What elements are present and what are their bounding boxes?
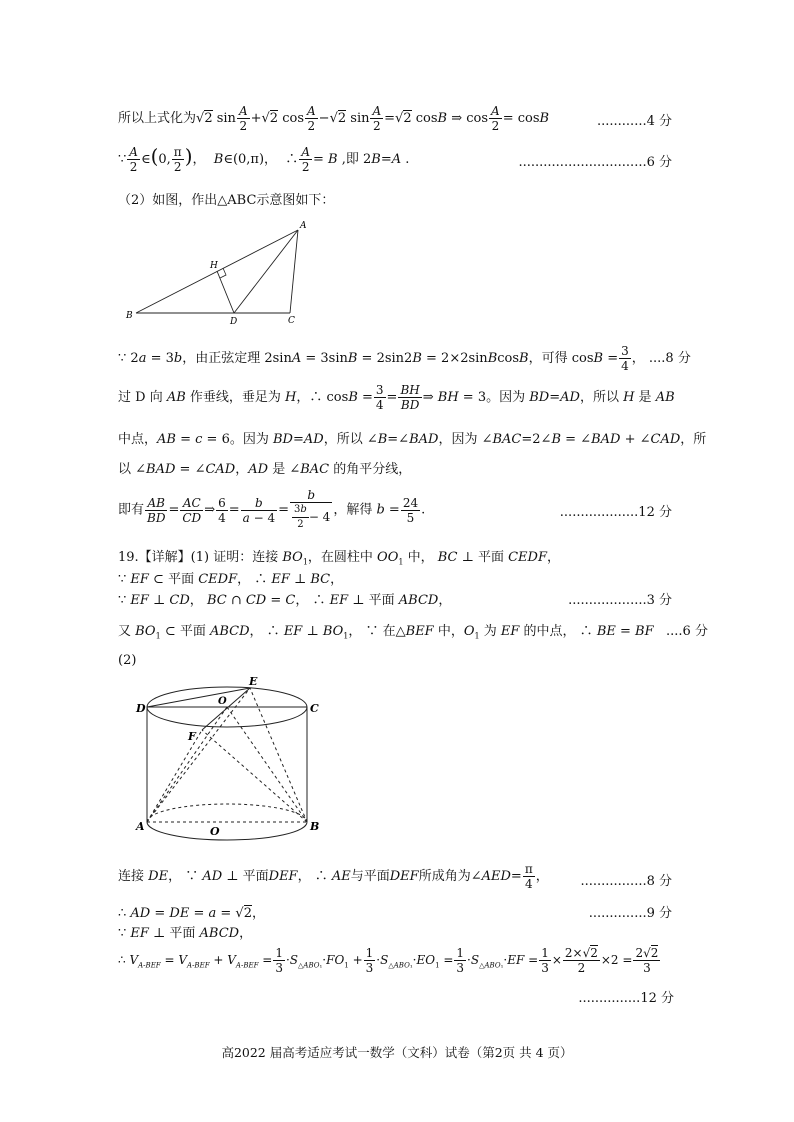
line-14: 连接 DE， ∵ AD ⊥ 平面DEF， ∴ AE与平面DEF所成角为∠AED= $\frac{\pi}{4}$ ， — [118, 862, 549, 891]
line-1-score: ............4 分 — [597, 114, 672, 129]
label-o: O — [210, 825, 220, 838]
line-15-score: ..............9 分 — [588, 906, 672, 921]
label-a: A — [136, 820, 145, 833]
line-5: 过 D 向 AB 作垂线，垂足为 H，∴ cosB = $\frac{3}{4}$ = $\frac{BH}{BD}$ ⇒ BH = 3。因为 BD=AD，所以 H 是 AB — [118, 383, 675, 412]
label-h: H — [210, 261, 218, 271]
label-f: F — [188, 730, 196, 743]
line-3: （2）如图，作出△ABC示意图如下： — [118, 193, 335, 208]
line-4: ∵ 2a = 3b，由正弦定理 2sinA = 3sinB = 2sin2B = 2×2sinBcosB，可得 cosB = $\frac{3}{4}$ ， ....8 分 — [118, 344, 691, 373]
line-2: ∵ $\frac{A}{2}$ ∈(0, $\frac{\pi}{2}$ )， B∈(0,π)， ∴ $\frac{A}{2}$ = B ,即 2B=A . — [118, 144, 410, 174]
line-11-score: ...................3 分 — [568, 593, 672, 608]
line-7: 以 ∠BAD = ∠CAD，AD 是 ∠BAC 的角平分线， — [118, 462, 412, 477]
line-10: ∵ EF ⊂ 平面 CEDF， ∴ EF ⊥ BC， — [118, 572, 344, 587]
line-11: ∵ EF ⊥ CD， BC ∩ CD = C， ∴ EF ⊥ 平面 ABCD， — [118, 593, 452, 608]
line-1-text: 所以上式化为 — [118, 111, 197, 126]
bottom-back-arc — [147, 804, 307, 822]
triangle-figure — [120, 214, 320, 330]
label-e: E — [249, 675, 258, 688]
cylinder-figure — [130, 672, 330, 842]
line-9: 19.【详解】(1) 证明：连接 $BO_1$，在圆柱中 $OO_1$ 中， BC ⊥ 平面 CEDF， — [118, 550, 561, 567]
line-17: ∴ $V_{A-BEF} = V_{A-BEF} + V_{A-BEF}$ = $\frac{1}{3}$ $\cdot S_{\triangle ABO_1}\cdot FO_1$ + $\frac{1}{3}$ $\cdot S_{\triangle ABO_1}\cdot EO_1$ = $\frac{1}{3}$ $\cdot S_{\triangle ABO_1}\cdot EF$ = $\frac{1}{3}$ × $\frac{2\times√2}{2}$ ×2 = $\frac{2√2}{3}$ — [118, 946, 659, 975]
line-2-score: ...............................6 分 — [518, 155, 672, 170]
line-13: (2) — [118, 653, 137, 668]
segment-ae — [147, 688, 250, 822]
line-12: 又 $BO_1$ ⊂ 平面 ABCD， ∴ EF ⊥ $BO_1$， ∵ 在△BEF 中，$O_1$ 为 EF 的中点， ∴ BE = BF ....6 分 — [118, 624, 708, 641]
segment-bf — [202, 730, 307, 822]
side-ac — [290, 230, 298, 313]
page-footer: 高2022 届高考适应考试一数学（文科）试卷（第2页 共 4 页） — [221, 1045, 573, 1060]
label-o1: O — [218, 696, 227, 707]
label-c: C — [288, 316, 295, 326]
segment-de — [147, 688, 250, 707]
label-a: A — [300, 221, 307, 231]
line-8: 即有 $\frac{AB}{BD}$ = $\frac{AC}{CD}$ ⇒ $\frac{6}{4}$ = $\frac{b}{a - 4}$ = b $\frac{3b}{2}$ − 4 ，解得 b = $\frac{24}{5}$ . — [118, 488, 426, 530]
line-16: ∵ EF ⊥ 平面 ABCD， — [118, 926, 253, 941]
line-6: 中点，AB = c = 6。因为 BD=AD，所以 ∠B=∠BAD，因为 ∠BAC=2∠B = ∠BAD + ∠CAD，所 — [118, 432, 707, 447]
line-14-score: ................8 分 — [580, 874, 672, 889]
line-1-math: √2 sin $\frac{A}{2}$ +√2 cos $\frac{A}{2}$ −√2 sin $\frac{A}{2}$ =√2 cosB ⇒ cos $\frac{A}{2}$ = cosB — [196, 104, 550, 133]
label-b: B — [310, 820, 320, 833]
segment-be — [250, 688, 307, 822]
line-8-score: ...................12 分 — [559, 505, 672, 520]
segment-ad — [234, 230, 298, 313]
label-c: C — [310, 702, 319, 715]
bottom-front-arc — [147, 822, 307, 840]
label-b: B — [126, 311, 133, 321]
line-15: ∴ AD = DE = a = √2， — [118, 906, 265, 921]
line-17-score: ...............12 分 — [578, 991, 674, 1006]
label-d: D — [230, 317, 238, 327]
line-1 — [118, 104, 549, 133]
label-d: D — [136, 702, 146, 715]
segment-dh — [217, 271, 234, 313]
